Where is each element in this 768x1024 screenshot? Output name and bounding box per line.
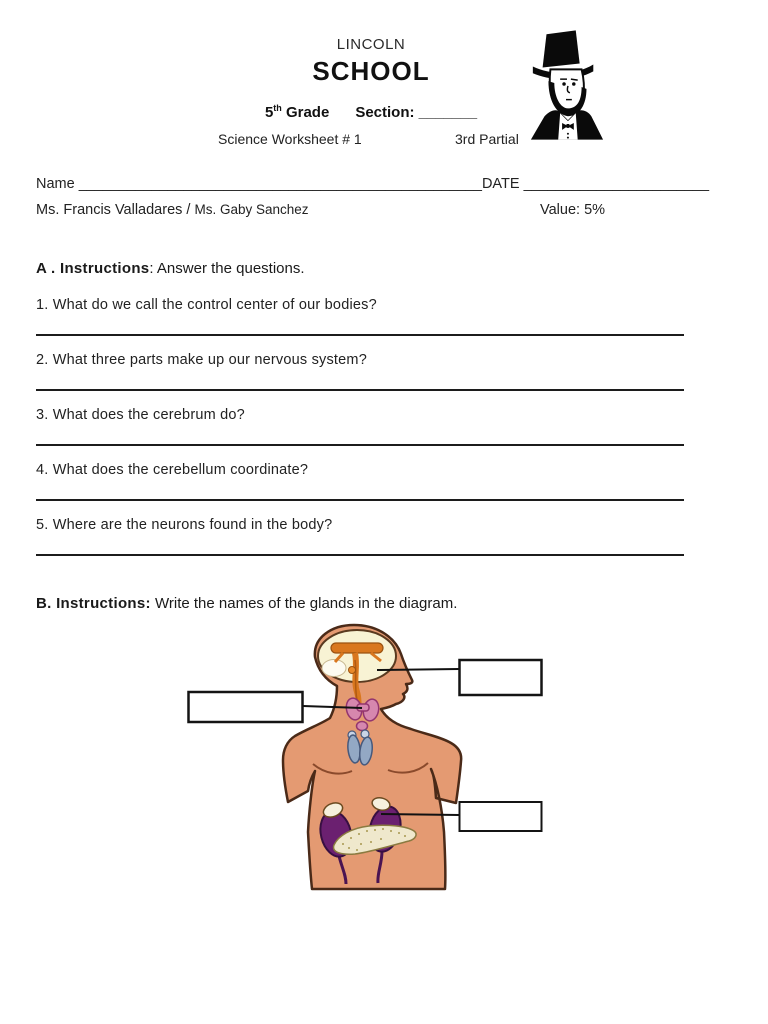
worksheet-title: Science Worksheet # 1 — [218, 131, 362, 147]
name-blank[interactable]: __________________________________________________ — [78, 176, 482, 192]
questions-list — [36, 297, 684, 572]
name-date-row — [36, 176, 736, 192]
section-a-heading — [36, 260, 305, 277]
partial-label: 3rd Partial — [455, 131, 519, 147]
endocrine-glands-diagram — [185, 612, 545, 897]
section-label: Section: — [355, 104, 419, 121]
question-1: 1. What do we call the control center of our bodies? — [36, 297, 377, 313]
answer-line-4[interactable] — [36, 499, 684, 501]
question-4: 4. What does the cerebellum coordinate? — [36, 462, 309, 478]
cerebrum-fold — [322, 660, 346, 677]
grade-section-line — [0, 103, 742, 121]
section-b-heading-bold: B. Instructions: — [36, 595, 151, 612]
section-a-heading-bold: A . Instructions — [36, 260, 150, 277]
answer-line-2[interactable] — [36, 389, 684, 391]
question-5: 5. Where are the neurons found in the body? — [36, 517, 333, 533]
pituitary-gland — [349, 667, 356, 674]
section-b-heading — [36, 595, 457, 612]
question-2: 2. What three parts make up our nervous system? — [36, 352, 367, 368]
section-a-heading-rest: : Answer the questions. — [149, 260, 305, 277]
hypothalamus — [331, 643, 383, 653]
pointer-line-adrenal — [381, 814, 459, 815]
school-name-line1: LINCOLN — [336, 36, 406, 53]
label-box-adrenal[interactable] — [460, 802, 542, 831]
eye-right — [572, 82, 576, 86]
section-b-heading-rest: Write the names of the glands in the diagram. — [150, 595, 458, 612]
grade-number: 5 — [264, 104, 274, 121]
question-3: 3. What does the cerebrum do? — [36, 407, 245, 423]
name-label: Name — [36, 176, 79, 192]
teachers-row — [36, 202, 309, 218]
teacher-1: Ms. Francis Valladares / — [36, 202, 195, 218]
answer-line-1[interactable] — [36, 334, 684, 336]
section-blank[interactable]: _______ — [418, 104, 478, 121]
label-box-pituitary[interactable] — [460, 660, 542, 695]
teacher-2: Ms. Gaby Sanchez — [194, 202, 309, 217]
value-label: Value: 5% — [540, 202, 606, 218]
school-name-line2: SCHOOL — [312, 56, 430, 86]
answer-line-3[interactable] — [36, 444, 684, 446]
lincoln-mascot-icon — [527, 30, 605, 140]
date-blank[interactable]: _______________________ — [523, 176, 710, 192]
grade-word: Grade — [281, 104, 330, 121]
label-box-thyroid[interactable] — [189, 692, 303, 722]
pointer-line-pituitary — [377, 669, 459, 670]
answer-line-5[interactable] — [36, 554, 684, 556]
top-hat — [543, 30, 580, 67]
grade-ordinal: th — [273, 103, 282, 113]
eye-left — [562, 82, 566, 86]
date-label: DATE — [481, 176, 524, 192]
